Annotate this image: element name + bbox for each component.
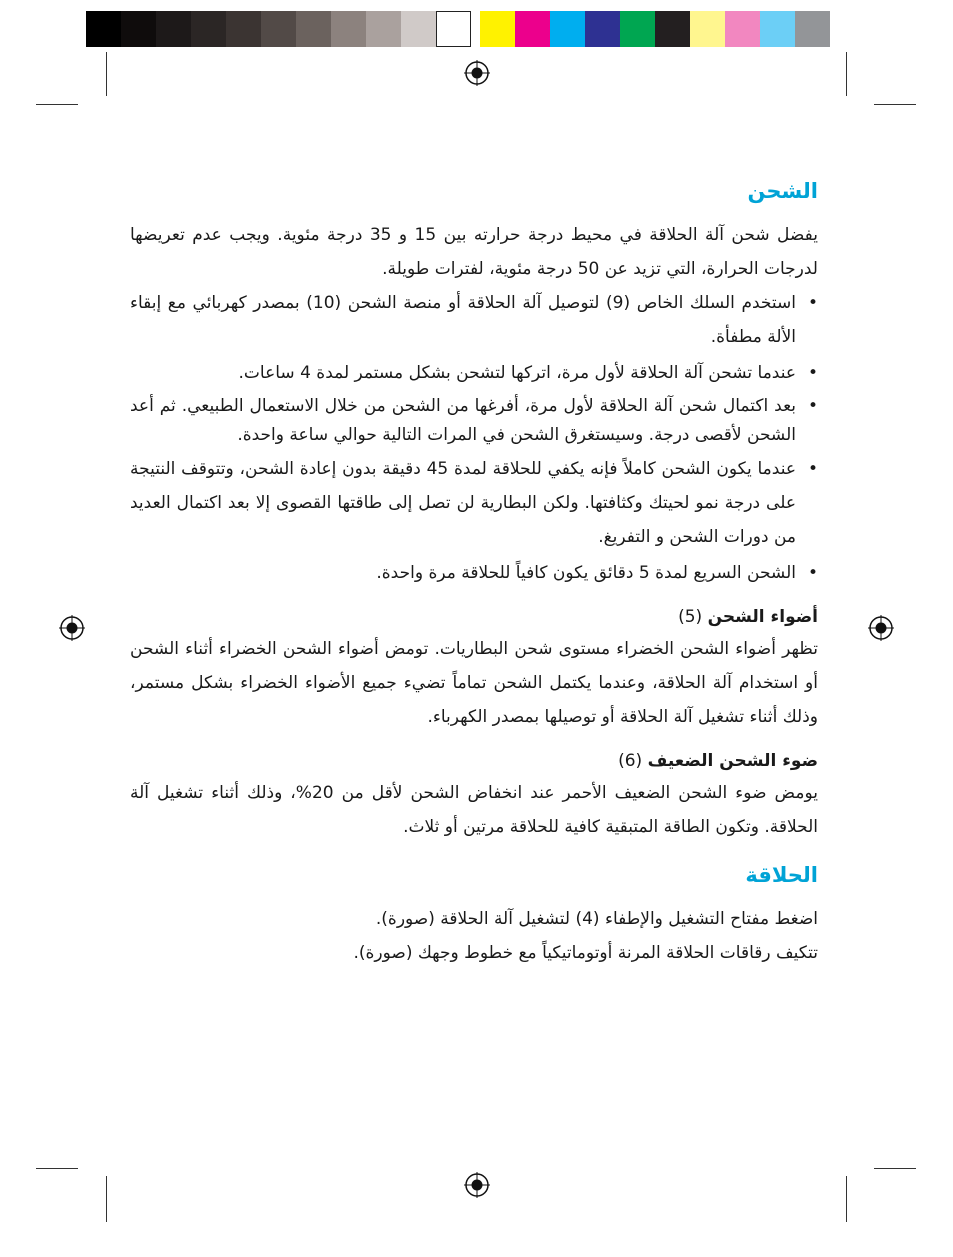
color-swatch	[436, 11, 471, 47]
list-item: • عندما تشحن آلة الحلاقة لأول مرة، اتركها لتشحن بشكل مستمر لمدة 4 ساعات.	[130, 356, 796, 390]
crop-mark	[106, 52, 107, 96]
color-calibration-bar	[480, 11, 830, 47]
low-charge-ref: (6)	[618, 751, 643, 771]
charging-bullets	[130, 286, 818, 590]
list-item: • استخدم السلك الخاص (9) لتوصيل آلة الحلاقة أو منصة الشحن (10) بمصدر كهربائي مع إبقاء الألة مطفأة.	[130, 286, 796, 354]
charging-heading: الشحن	[747, 179, 818, 203]
manual-page	[130, 178, 818, 970]
color-swatch	[515, 11, 550, 47]
color-swatch	[655, 11, 690, 47]
color-swatch	[261, 11, 296, 47]
list-item: • الشحن السريع لمدة 5 دقائق يكون كافياً للحلاقة مرة واحدة.	[130, 556, 796, 590]
color-swatch	[620, 11, 655, 47]
color-swatch	[156, 11, 191, 47]
charging-lights-heading	[130, 602, 818, 632]
crop-mark	[846, 1176, 847, 1222]
low-charge-heading	[130, 746, 818, 776]
color-swatch	[760, 11, 795, 47]
color-swatch	[191, 11, 226, 47]
color-swatch	[86, 11, 121, 47]
color-swatch	[366, 11, 401, 47]
charging-lights-text: تظهر أضواء الشحن الخضراء مستوى شحن البطاريات. تومض أضواء الشحن الخضراء أثناء الشحن أو استخدام آلة الحلاقة، وعندما يكتمل الشحن تماماً تضيء جميع الأضواء الخضراء بشكل مستمر، وذلك أثناء تشغيل آلة الحلاقة أو توصيلها بمصدر الكهرباء.	[130, 639, 818, 727]
charging-intro: يفضل شحن آلة الحلاقة في محيط درجة حرارته بين 15 و 35 درجة مئوية. ويجب عدم تعريضها لدرجات الحرارة، التي تزيد عن 50 درجة مئوية، لفترات طويلة.	[130, 225, 818, 279]
crop-mark	[106, 1176, 107, 1222]
color-swatch	[401, 11, 436, 47]
color-swatch	[725, 11, 760, 47]
shaving-line: اضغط مفتاح التشغيل والإطفاء (4) لتشغيل آلة الحلاقة (صورة).	[375, 909, 818, 929]
shaving-heading: الحلاقة	[745, 863, 818, 887]
color-swatch	[331, 11, 366, 47]
list-item: • بعد اكتمال شحن آلة الحلاقة لأول مرة، أفرغها من الشحن من خلال الاستعمال الطبيعي. ثم أعد الشحن لأقصى درجة. وسيستغرق الشحن في المرات التالية حوالي ساعة واحدة.	[130, 392, 796, 450]
color-swatch	[690, 11, 725, 47]
shaving-line: تتكيف رقاقات الحلاقة المرنة أوتوماتيكياً مع خطوط وجهك (صورة).	[353, 943, 818, 963]
color-swatch	[795, 11, 830, 47]
color-swatch	[296, 11, 331, 47]
gray-calibration-bar	[86, 11, 471, 47]
registration-mark-icon	[59, 615, 85, 641]
crop-mark	[846, 52, 847, 96]
charging-lights-title: أضواء الشحن	[707, 607, 818, 627]
crop-mark	[36, 1168, 78, 1169]
charging-lights-ref: (5)	[678, 607, 703, 627]
list-item: • عندما يكون الشحن كاملاً فإنه يكفي للحلاقة لمدة 45 دقيقة بدون إعادة الشحن، وتتوقف النتيجة على درجة نمو لحيتك وكثافتها. ولكن البطارية لن تصل إلى طاقتها القصوى إلا بعد اكتمال العديد من دورات الشحن و التفريغ.	[130, 452, 796, 554]
color-swatch	[121, 11, 156, 47]
color-swatch	[226, 11, 261, 47]
registration-mark-icon	[464, 1172, 490, 1198]
registration-mark-icon	[464, 60, 490, 86]
color-swatch	[480, 11, 515, 47]
registration-mark-icon	[868, 615, 894, 641]
crop-mark	[874, 104, 916, 105]
color-swatch	[550, 11, 585, 47]
low-charge-text: يومض ضوء الشحن الضعيف الأحمر عند انخفاض الشحن لأقل من 20%، وذلك أثناء تشغيل آلة الحلاقة. وتكون الطاقة المتبقية كافية للحلاقة مرتين أو ثلاث.	[130, 783, 818, 837]
color-swatch	[585, 11, 620, 47]
crop-mark	[36, 104, 78, 105]
low-charge-title: ضوء الشحن الضعيف	[647, 751, 818, 771]
crop-mark	[874, 1168, 916, 1169]
